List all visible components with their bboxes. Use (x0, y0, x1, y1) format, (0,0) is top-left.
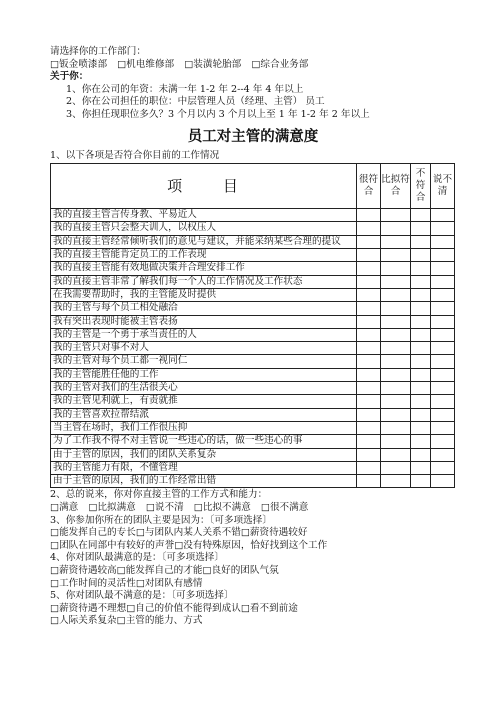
q2-option-fairly-satisfied[interactable]: □比拟满意 (88, 501, 136, 513)
answer-cell-very-match[interactable] (357, 302, 381, 315)
dept-prompt: 请选择你的工作部门： (50, 46, 146, 57)
q2-option-very-unsatisfied[interactable]: □很不满意 (260, 501, 309, 513)
answer-cell-unsure[interactable] (431, 448, 455, 461)
dept-option-sheet-metal[interactable]: □钣金喷漆部 (50, 58, 108, 70)
answer-cell-not-match[interactable] (411, 461, 431, 474)
answer-cell-not-match[interactable] (411, 288, 431, 301)
row-item-text: 我的直接主管只会整天训人，以权压人 (51, 222, 357, 235)
q2-options (50, 502, 456, 515)
section1-text: 1、以下各项是否符合你目前的工作情况 (50, 149, 220, 161)
row-item-text: 我的主管对我们的生活很关心 (51, 382, 357, 395)
answer-cell-very-match[interactable] (357, 368, 381, 381)
answer-cell-very-match[interactable] (357, 235, 381, 248)
row-item-text: 我的主管对每个员工都一视同仁 (51, 355, 357, 368)
answer-cell-very-match[interactable] (357, 475, 381, 488)
answer-cell-unsure[interactable] (431, 315, 455, 328)
row-item-text: 在我需要帮助时，我的主管能及时提供 (51, 288, 357, 301)
answer-cell-fairly-match[interactable] (381, 461, 411, 474)
answer-cell-unsure[interactable] (431, 475, 455, 488)
answer-cell-unsure[interactable] (431, 328, 455, 341)
answer-cell-unsure[interactable] (431, 355, 455, 368)
answer-cell-very-match[interactable] (357, 209, 381, 222)
answer-cell-not-match[interactable] (411, 209, 431, 222)
answer-cell-very-match[interactable] (357, 249, 381, 262)
answer-cell-fairly-match[interactable] (381, 342, 411, 355)
answer-cell-not-match[interactable] (411, 475, 431, 488)
q4-options-line1[interactable]: □薪资待遇较高□能发挥自己的才能□良好的团队气氛 (50, 564, 279, 576)
answer-cell-very-match[interactable] (357, 435, 381, 448)
answer-cell-not-match[interactable] (411, 382, 431, 395)
table-row (51, 249, 455, 262)
q4-options-line2[interactable]: □工作时间的灵活性□对团队有感情 (50, 577, 203, 589)
answer-cell-not-match[interactable] (411, 355, 431, 368)
answer-cell-not-match[interactable] (411, 435, 431, 448)
answer-cell-not-match[interactable] (411, 302, 431, 315)
answer-cell-fairly-match[interactable] (381, 275, 411, 288)
answer-cell-not-match[interactable] (411, 262, 431, 275)
answer-cell-fairly-match[interactable] (381, 222, 411, 235)
q2-text: 2、总的说来，你对你直接主管的工作方式和能力： (50, 489, 268, 501)
answer-cell-fairly-match[interactable] (381, 302, 411, 315)
answer-cell-very-match[interactable] (357, 408, 381, 421)
q5-options-line2[interactable]: □人际关系复杂□主管的能力、方式 (50, 615, 203, 627)
answer-cell-unsure[interactable] (431, 302, 455, 315)
table-row (51, 262, 455, 275)
answer-cell-very-match[interactable] (357, 315, 381, 328)
dept-option-general[interactable]: □综合业务部 (251, 58, 309, 70)
answer-cell-very-match[interactable] (357, 382, 381, 395)
answer-cell-very-match[interactable] (357, 262, 381, 275)
answer-cell-not-match[interactable] (411, 222, 431, 235)
answer-cell-fairly-match[interactable] (381, 209, 411, 222)
answer-cell-unsure[interactable] (431, 275, 455, 288)
q2-option-fairly-unsatisfied[interactable]: □比拟不满意 (193, 501, 251, 513)
header-fairly-match: 比拟符合 (381, 164, 411, 209)
answer-cell-not-match[interactable] (411, 235, 431, 248)
header-very-match: 很符合 (357, 164, 381, 209)
answer-cell-not-match[interactable] (411, 395, 431, 408)
answer-cell-unsure[interactable] (431, 249, 455, 262)
table-row (51, 421, 455, 434)
table-row (51, 475, 455, 488)
row-item-text: 我的主管能力有限，不懂管理 (51, 461, 357, 474)
q2-option-satisfied[interactable]: □满意 (50, 501, 79, 513)
q4-text: 4、你对团队最满意的是：〔可多项选择〕 (50, 552, 224, 564)
row-item-text: 我的主管能胜任他的工作 (51, 368, 357, 381)
table-row (51, 315, 455, 328)
row-item-text: 为了工作我不得不对主管说一些违心的话，做一些违心的事 (51, 435, 357, 448)
q3-text: 3、你参加你所在的团队主要是因为：〔可多项选择〕 (50, 514, 272, 526)
row-item-text: 我的直接主管能肯定员工的工作表现 (51, 249, 357, 262)
answer-cell-unsure[interactable] (431, 435, 455, 448)
answer-cell-fairly-match[interactable] (381, 382, 411, 395)
answer-cell-not-match[interactable] (411, 315, 431, 328)
answer-cell-fairly-match[interactable] (381, 448, 411, 461)
answer-cell-very-match[interactable] (357, 342, 381, 355)
table-header-row (51, 164, 455, 209)
dept-options (50, 59, 456, 72)
table-row (51, 342, 455, 355)
q3-options-line1[interactable]: □能发挥自己的专长□与团队内某人关系不错□薪资待遇较好 (50, 527, 308, 539)
answer-cell-fairly-match[interactable] (381, 395, 411, 408)
answer-cell-very-match[interactable] (357, 288, 381, 301)
row-item-text: 我的直接主管言传身教、平易近人 (51, 209, 357, 222)
table-row (51, 355, 455, 368)
answer-cell-very-match[interactable] (357, 275, 381, 288)
answer-cell-unsure[interactable] (431, 395, 455, 408)
table-row (51, 275, 455, 288)
answer-cell-unsure[interactable] (431, 235, 455, 248)
answer-cell-very-match[interactable] (357, 222, 381, 235)
header-not-match: 不符合 (411, 164, 431, 209)
table-row (51, 395, 455, 408)
answer-cell-not-match[interactable] (411, 249, 431, 262)
q5-options-line1[interactable]: □薪资待遇不理想□自己的价值不能得到成认□看不到前途 (50, 602, 298, 614)
answer-cell-very-match[interactable] (357, 395, 381, 408)
page-title: 员工对主管的满意度 (187, 127, 319, 145)
answer-cell-unsure[interactable] (431, 342, 455, 355)
answer-cell-unsure[interactable] (431, 421, 455, 434)
answer-cell-very-match[interactable] (357, 421, 381, 434)
row-item-text: 我的直接主管非常了解我们每一个人的工作情况及工作状态 (51, 275, 357, 288)
table-row (51, 209, 455, 222)
answer-cell-fairly-match[interactable] (381, 315, 411, 328)
table-row (51, 302, 455, 315)
answer-cell-fairly-match[interactable] (381, 328, 411, 341)
row-item-text: 我有突出表现时能被主管表扬 (51, 315, 357, 328)
answer-cell-fairly-match[interactable] (381, 235, 411, 248)
row-item-text: 我的主管喜欢拉帮结派 (51, 408, 357, 421)
answer-cell-not-match[interactable] (411, 448, 431, 461)
answer-cell-fairly-match[interactable] (381, 288, 411, 301)
row-item-text: 由于主管的原因，我们的工作经常出错 (51, 475, 357, 488)
table-row (51, 408, 455, 421)
answer-cell-very-match[interactable] (357, 461, 381, 474)
answer-cell-fairly-match[interactable] (381, 408, 411, 421)
answer-cell-fairly-match[interactable] (381, 368, 411, 381)
answer-cell-not-match[interactable] (411, 328, 431, 341)
table-row (51, 461, 455, 474)
answer-cell-very-match[interactable] (357, 355, 381, 368)
about-heading: 关于你： (50, 71, 89, 83)
answer-cell-unsure[interactable] (431, 209, 455, 222)
answer-cell-unsure[interactable] (431, 408, 455, 421)
row-item-text: 我的主管只对事不对人 (51, 342, 357, 355)
row-item-text: 我的主管见利就上，有责就推 (51, 395, 357, 408)
table-row (51, 235, 455, 248)
table-row (51, 382, 455, 395)
header-unsure: 说不清 (431, 164, 455, 209)
row-item-text: 由于主管的原因，我们的团队关系复杂 (51, 448, 357, 461)
answer-cell-unsure[interactable] (431, 368, 455, 381)
header-item: 项 目 (51, 164, 357, 209)
table-row (51, 368, 455, 381)
row-item-text: 我的直接主管能有效地做决策并合理安排工作 (51, 262, 357, 275)
answer-cell-fairly-match[interactable] (381, 421, 411, 434)
about-q3: 3、你担任现职位多久？3 个月以内 3 个月以上至 1 年 1-2 年 2 年以上 (66, 108, 370, 120)
table-row (51, 288, 455, 301)
q2-option-unsure[interactable]: □说不清 (145, 501, 184, 513)
about-q2: 2、你在公司担任的职位：中层管理人员（经理、主管） 员工 (66, 96, 325, 108)
table-row (51, 222, 455, 235)
table-row (51, 328, 455, 341)
row-item-text: 当主管在场时，我们工作很压抑 (51, 421, 357, 434)
dept-option-mechanical[interactable]: □机电维修部 (117, 58, 175, 70)
about-q1: 1、你在公司的年资：未满一年 1-2 年 2--4 年 4 年以上 (66, 83, 304, 95)
answer-cell-fairly-match[interactable] (381, 355, 411, 368)
answer-cell-not-match[interactable] (411, 421, 431, 434)
answer-cell-unsure[interactable] (431, 382, 455, 395)
q5-text: 5、你对团队最不满意的是：〔可多项选择〕 (50, 590, 234, 602)
answer-cell-not-match[interactable] (411, 408, 431, 421)
answer-cell-fairly-match[interactable] (381, 249, 411, 262)
answer-cell-unsure[interactable] (431, 288, 455, 301)
row-item-text: 我的主管是一个勇于承当责任的人 (51, 328, 357, 341)
answer-cell-not-match[interactable] (411, 342, 431, 355)
dept-option-decor-tire[interactable]: □装潢轮胎部 (184, 58, 242, 70)
answer-cell-unsure[interactable] (431, 222, 455, 235)
answer-cell-not-match[interactable] (411, 275, 431, 288)
q3-options-line2[interactable]: □团队在同部中有较好的声誉□没有特殊原因，恰好找到这个工作 (50, 539, 328, 551)
table-row (51, 435, 455, 448)
answer-cell-very-match[interactable] (357, 328, 381, 341)
row-item-text: 我的直接主管经常倾听我们的意见与建议，并能采纳某些合理的提议 (51, 235, 357, 248)
answer-cell-unsure[interactable] (431, 461, 455, 474)
satisfaction-table (50, 163, 455, 488)
table-row (51, 448, 455, 461)
row-item-text: 我的主管与每个员工相处融洽 (51, 302, 357, 315)
answer-cell-fairly-match[interactable] (381, 262, 411, 275)
answer-cell-fairly-match[interactable] (381, 475, 411, 488)
answer-cell-not-match[interactable] (411, 368, 431, 381)
answer-cell-very-match[interactable] (357, 448, 381, 461)
answer-cell-fairly-match[interactable] (381, 435, 411, 448)
answer-cell-unsure[interactable] (431, 262, 455, 275)
